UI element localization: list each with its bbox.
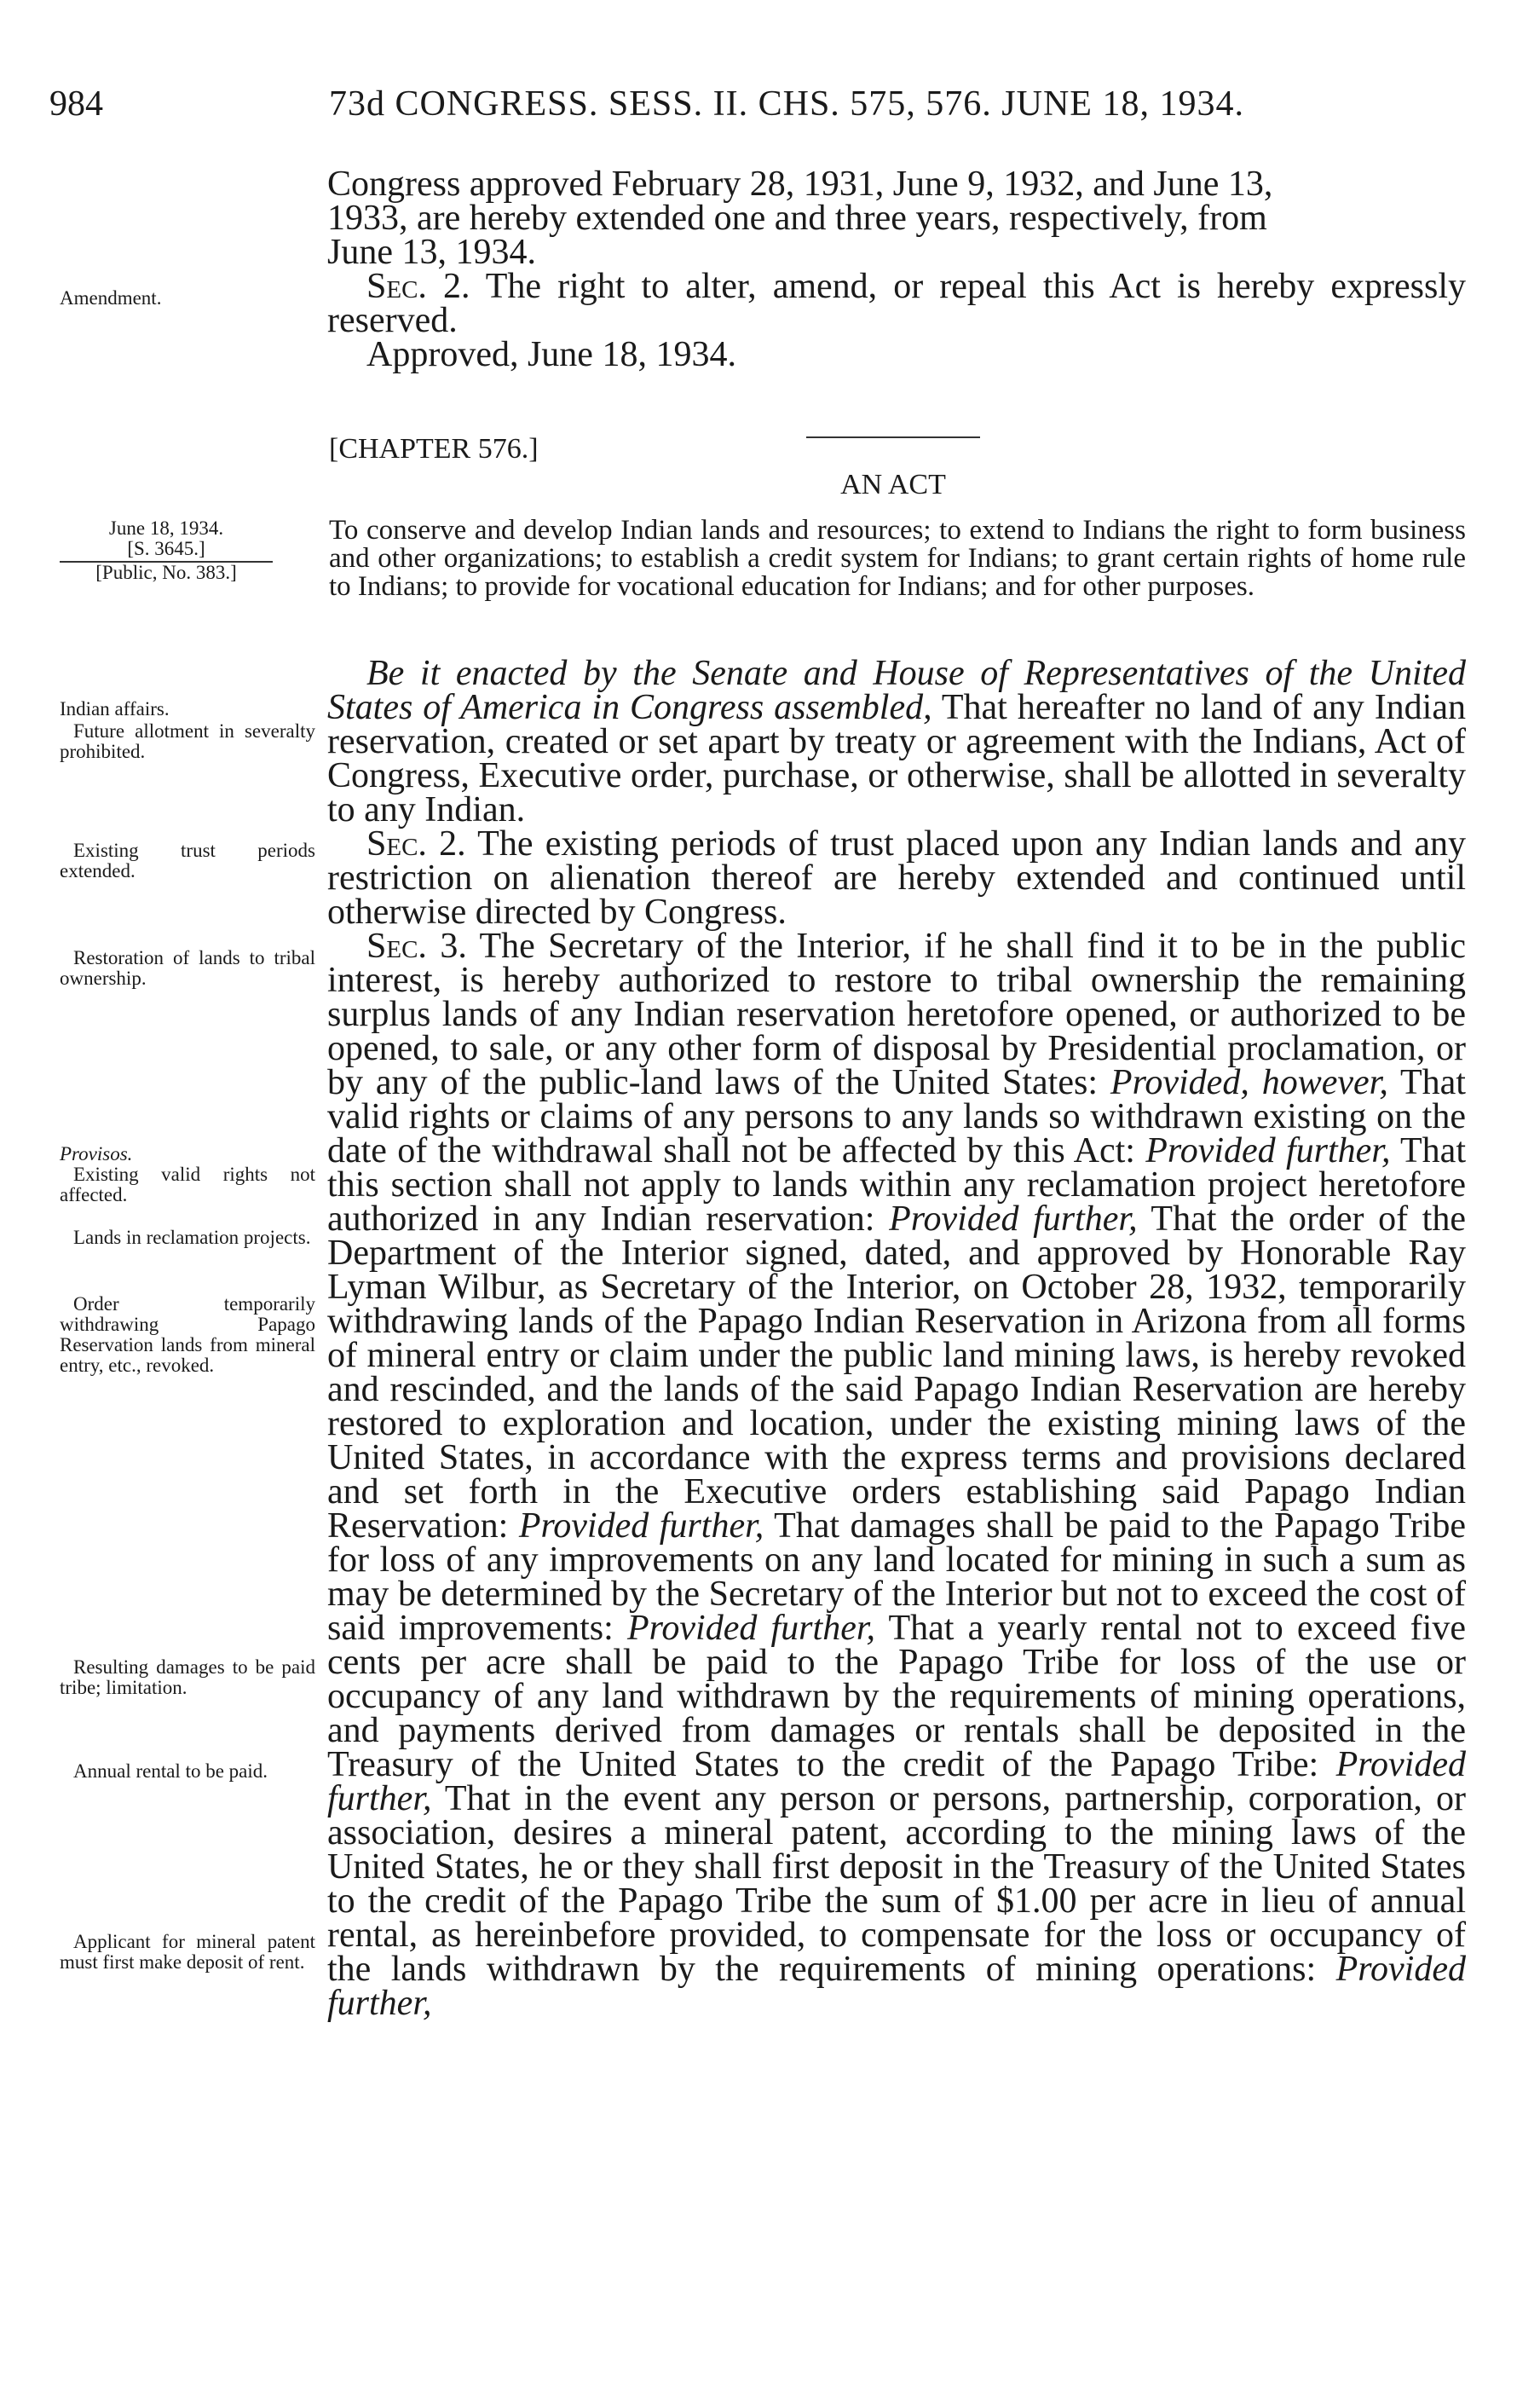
provisos-label: Provisos. xyxy=(60,1143,133,1164)
margin-note-applicant: Applicant for mineral patent must first make deposit of rent. xyxy=(60,1931,315,1973)
margin-note-trust-periods: Existing trust periods extended. xyxy=(60,840,315,881)
margin-note-indian-affairs: Indian affairs. xyxy=(60,698,170,720)
enacting-italic: Be it enacted by the Senate and House of Representatives of the United States of America in Congress assembled, xyxy=(327,654,1466,727)
chapter-label: [CHAPTER 576.] xyxy=(329,433,539,465)
prior-act-line-1: Congress approved February 28, 1931, June 9, 1932, and June 13, xyxy=(327,165,1273,204)
proviso: Provided further, xyxy=(889,1199,1138,1239)
sec-text: The right to alter, amend, or repeal this Act is hereby expressly reserved. xyxy=(327,267,1466,340)
act-body xyxy=(327,654,1466,2023)
margin-note-restoration: Restoration of lands to tribal ownership. xyxy=(60,947,315,989)
margin-note-rental: Annual rental to be paid. xyxy=(73,1760,268,1782)
sec-text: That valid rights or claims of any persons to any lands so withdrawn existing on the date of the withdrawal shall not be affected by this Act: xyxy=(327,1063,1466,1170)
purpose-text: To conserve and develop Indian lands and resources; to extend to Indians the right to form business and other organizations; to establish a credit system for Indians; to grant certain rights of home rule to Indians; to provide for vocational education for Indians; and for other purposes. xyxy=(329,515,1466,602)
margin-note-amendment: Amendment. xyxy=(60,287,162,309)
act-purpose xyxy=(329,517,1466,601)
sec-label: Sec. 3. xyxy=(366,927,467,966)
enacting-clause xyxy=(327,656,1466,827)
prior-act-sec2 xyxy=(327,269,1466,338)
proviso: Provided, however, xyxy=(1110,1063,1388,1102)
margin-note-reclamation: Lands in reclamation projects. xyxy=(73,1227,311,1248)
act-date: June 18, 1934. xyxy=(108,517,224,539)
margin-note-future-allotment: Future allotment in severalty prohibited. xyxy=(60,720,315,762)
sec-text: That this section shall not apply to lands within any reclamation project heretofore authorized in any Indian reservation: xyxy=(327,1131,1466,1239)
public-law-number: [Public, No. 383.] xyxy=(60,561,273,583)
prior-act-line-2: 1933, are hereby extended one and three years, respectively, from xyxy=(327,199,1267,238)
proviso: Provided further, xyxy=(626,1609,876,1648)
section-divider xyxy=(806,436,980,438)
proviso: Provided further, xyxy=(518,1506,764,1546)
sec-label: Sec. 2. xyxy=(366,824,466,864)
margin-note-order-revoked: Order temporarily withdrawing Papago Reservation lands from mineral entry, etc., revoked. xyxy=(60,1293,315,1376)
sec-text: The Secretary of the Interior, if he shall find it to be in the public interest, is hereby authorized to restore to tribal ownership the remaining surplus lands of any Indian reservation heretofore opened, or authorized to be opened, to sale, or any other form of disposal by Presidential proclamation, or by any of the public-land laws of the United States: xyxy=(327,927,1466,1102)
page-number: 984 xyxy=(49,84,103,124)
prior-act-line-3: June 13, 1934. xyxy=(327,233,536,272)
sec-text: That damages shall be paid to the Papago Tribe for loss of any improvements on any land located for mining in such a sum as may be determined by the Secretary of the Interior but not to exceed the cost of said improvements: xyxy=(327,1506,1466,1648)
prior-act-text xyxy=(327,167,1466,372)
margin-note-valid-rights: Existing valid rights not affected. xyxy=(60,1164,315,1205)
section-2 xyxy=(327,824,1466,932)
sec-text: The existing periods of trust placed upon any Indian lands and any restriction on alienation thereof are hereby extended and continued until otherwise directed by Congress. xyxy=(327,824,1466,932)
proviso: Provided further, xyxy=(1145,1131,1391,1170)
sec-text: That a yearly rental not to exceed five cents per acre shall be paid to the Papago Tribe for loss of the use or occupancy of any land withdrawn by the requirements of mining operations, and payments derived from damages or rentals shall be deposited in the Treasury of the United States to the credit of the Papago Tribe: xyxy=(327,1609,1466,1784)
sec-text: That the order of the Department of the Interior signed, dated, and approved by Honorable Ray Lyman Wilbur, as Secretary of the Interior, on October 28, 1932, temporarily withdrawing lands of the Papago Indian Reservation in Arizona from all forms of mineral entry or claim under the public land mining laws, is hereby revoked and rescinded, and the lands of the said Papago Indian Reservation are hereby restored to exploration and location, under the existing mining laws of the United States, in accordance with the express terms and provisions declared and set forth in the Executive orders establishing said Papago Indian Reservation: xyxy=(327,1199,1466,1546)
running-head: 73d CONGRESS. SESS. II. CHS. 575, 576. JUNE 18, 1934. xyxy=(329,84,1244,124)
margin-note-date xyxy=(60,518,273,583)
proviso: Provided further, xyxy=(327,1745,1466,1818)
sec-label: Sec. 2. xyxy=(366,267,470,306)
approved-line: Approved, June 18, 1934. xyxy=(366,335,736,374)
section-3 xyxy=(327,927,1466,2023)
section-1-text: That hereafter no land of any Indian reservation, created or set apart by treaty or agreement with the Indians, Act of Congress, Executive order, purchase, or otherwise, shall be allotted in severalty to any Indian. xyxy=(327,688,1466,829)
margin-note-provisos xyxy=(60,1144,315,1164)
margin-note-damages: Resulting damages to be paid tribe; limitation. xyxy=(60,1656,315,1698)
sec-text: That in the event any person or persons, partnership, corporation, or association, desires a mineral patent, according to the mining laws of the United States, he or they shall first deposit in the Treasury of the United States to the credit of the Papago Tribe the sum of $1.00 per acre in lieu of annual rental, as hereinbefore provided, to compensate for the loss or occupancy of the lands withdrawn by the requirements of mining operations: xyxy=(327,1779,1466,1989)
proviso: Provided further, xyxy=(327,1950,1466,2023)
bill-number: [S. 3645.] xyxy=(127,538,205,559)
act-title: AN ACT xyxy=(840,469,946,500)
